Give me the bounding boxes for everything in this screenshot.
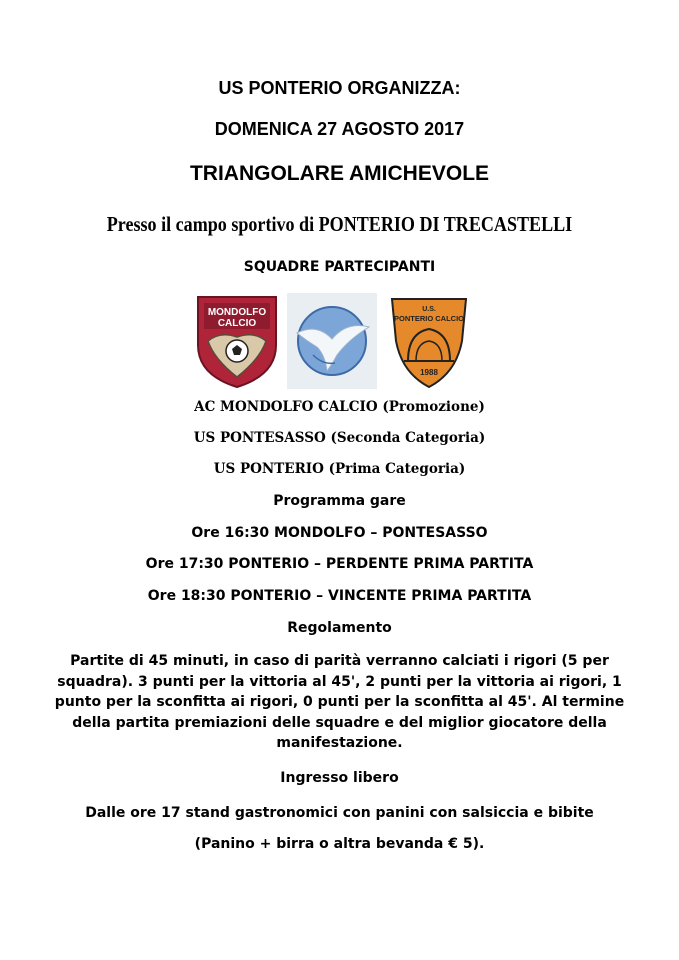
team-1: AC MONDOLFO CALCIO (Promozione): [194, 399, 485, 415]
pontesasso-logo: [287, 293, 377, 389]
venue-line: Presso il campo sportivo di PONTERIO DI TRECASTELLI: [106, 212, 573, 236]
schedule-heading: Programma gare: [273, 493, 406, 509]
ponterio-logo-text-2: PONTERIO CALCIO: [393, 314, 465, 323]
rules-heading: Regolamento: [287, 620, 392, 636]
event-title: TRIANGOLARE AMICHEVOLE: [189, 162, 490, 185]
match-1: Ore 16:30 MONDOLFO – PONTESASSO: [191, 525, 488, 541]
match-3: Ore 18:30 PONTERIO – VINCENTE PRIMA PARTITA: [147, 588, 532, 604]
mondolfo-logo-text-2: CALCIO: [217, 318, 257, 329]
match-2: Ore 17:30 PONTERIO – PERDENTE PRIMA PARTITA: [145, 556, 534, 572]
ponterio-logo-year: 1988: [420, 368, 438, 377]
event-date: DOMENICA 27 AGOSTO 2017: [214, 119, 465, 139]
mondolfo-logo-text-1: MONDOLFO: [207, 307, 267, 318]
teams-heading: SQUADRE PARTECIPANTI: [243, 259, 436, 275]
team-2: US PONTESASSO (Seconda Categoria): [193, 430, 486, 446]
rules-text: Partite di 45 minuti, in caso di parità verranno calciati i rigori (5 per squadra). 3 punti per la vittoria al 45', 2 punti per la vittoria ai rigori, 1 punto per la sconfitta ai rigori, 0 punti per la sconfitta al 45'. Al termine della partita premiazioni delle squadre e del miglior giocatore della manifestazione.: [54, 653, 625, 751]
ponterio-calcio-logo: [386, 293, 472, 389]
entry-info: Ingresso libero: [280, 770, 399, 786]
team-3: US PONTERIO (Prima Categoria): [213, 461, 466, 477]
price-info: (Panino + birra o altra bevanda € 5).: [194, 836, 485, 852]
organizer-line: US PONTERIO ORGANIZZA:: [218, 78, 461, 98]
ponterio-logo-text-1: U.S.: [422, 306, 436, 313]
team-logos: [188, 293, 478, 389]
mondolfo-calcio-logo: [194, 293, 280, 389]
food-info: Dalle ore 17 stand gastronomici con panini con salsiccia e bibite: [85, 805, 594, 821]
